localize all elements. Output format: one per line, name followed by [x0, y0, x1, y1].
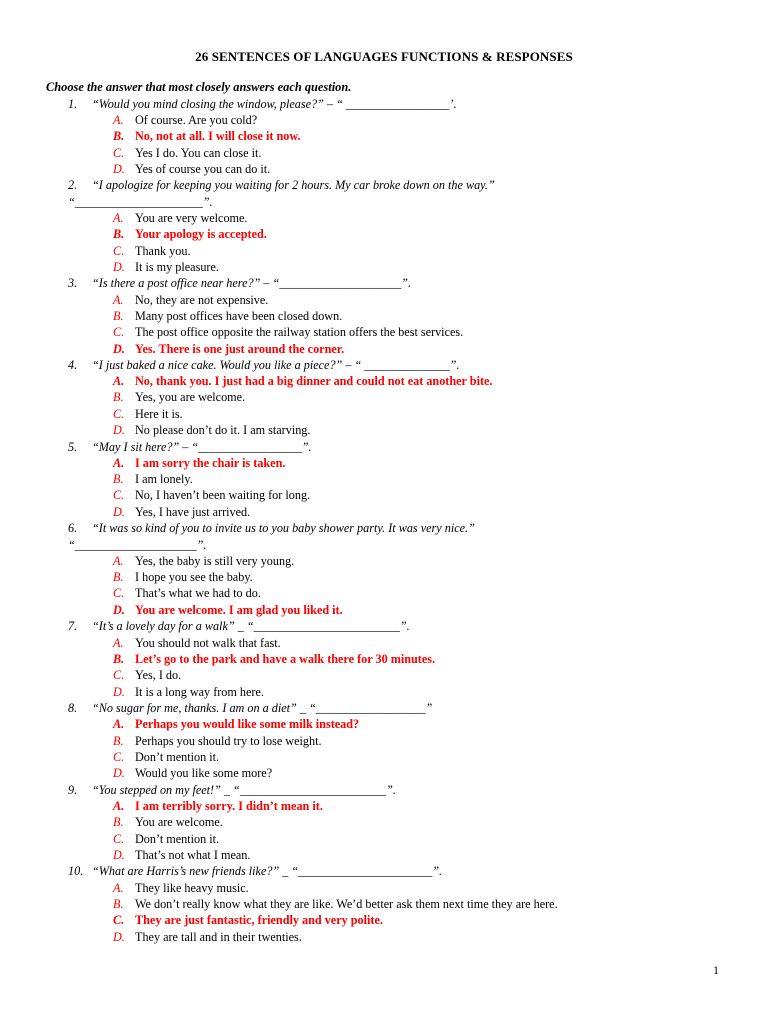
option-letter: D.: [113, 342, 125, 356]
option-10d[interactable]: [113, 929, 302, 945]
option-letter: C.: [113, 488, 125, 502]
option-letter: A.: [113, 293, 124, 307]
option-text: Perhaps you would like some milk instead?: [135, 717, 360, 731]
option-text: You should not walk that fast.: [135, 636, 281, 650]
option-7a[interactable]: [113, 635, 281, 651]
option-letter: C.: [113, 586, 125, 600]
page-number: 1: [713, 963, 719, 977]
option-text: Your apology is accepted.: [135, 227, 267, 241]
option-9b[interactable]: [113, 814, 223, 830]
option-text: Yes. There is one just around the corner.: [135, 342, 345, 356]
option-5d[interactable]: [113, 504, 250, 520]
option-7c[interactable]: [113, 667, 181, 683]
option-1b-correct[interactable]: [113, 128, 301, 144]
option-9c[interactable]: [113, 831, 219, 847]
option-6b[interactable]: [113, 569, 253, 585]
option-letter: A.: [113, 456, 125, 470]
option-text: Yes, I do.: [135, 668, 182, 682]
option-letter: A.: [113, 799, 125, 813]
question-number: 10.: [68, 864, 84, 878]
option-5a-correct[interactable]: [113, 455, 285, 471]
option-letter: A.: [113, 211, 124, 225]
instructions: Choose the answer that most closely answers each question.: [46, 80, 352, 94]
question-6-blank: “____________________”.: [68, 538, 207, 552]
option-text: It is a long way from here.: [135, 685, 264, 699]
option-letter: A.: [113, 636, 124, 650]
option-4b[interactable]: [113, 389, 245, 405]
option-text: It is my pleasure.: [135, 260, 219, 274]
question-prompt: “I just baked a nice cake. Would you like a piece?” – “ ______________”.: [92, 358, 460, 372]
option-letter: D.: [113, 685, 125, 699]
option-1a[interactable]: [113, 112, 257, 128]
question-number: 2.: [68, 178, 78, 192]
option-text: Yes of course you can do it.: [135, 162, 271, 176]
option-text: No, I haven’t been waiting for long.: [135, 488, 311, 502]
option-3b[interactable]: [113, 308, 342, 324]
option-text: That’s what we had to do.: [135, 586, 261, 600]
option-1d[interactable]: [113, 161, 270, 177]
option-4d[interactable]: [113, 422, 310, 438]
option-8b[interactable]: [113, 733, 322, 749]
option-letter: A.: [113, 374, 125, 388]
option-letter: A.: [113, 717, 125, 731]
option-letter: A.: [113, 554, 124, 568]
option-3d-correct[interactable]: [113, 341, 344, 357]
option-text: No, they are not expensive.: [135, 293, 269, 307]
option-7b-correct[interactable]: [113, 651, 435, 667]
option-text: They are tall and in their twenties.: [135, 930, 302, 944]
option-text: You are very welcome.: [135, 211, 248, 225]
question-number: 6.: [68, 521, 78, 535]
option-2d[interactable]: [113, 259, 219, 275]
question-prompt: “It was so kind of you to invite us to you baby shower party. It was very nice.”: [92, 521, 475, 535]
option-text: I am sorry the chair is taken.: [135, 456, 286, 470]
option-letter: B.: [113, 815, 124, 829]
option-8d[interactable]: [113, 765, 272, 781]
option-letter: C.: [113, 407, 125, 421]
question-4: [68, 357, 748, 373]
option-text: I am lonely.: [135, 472, 193, 486]
question-10: [68, 863, 748, 879]
question-number: 7.: [68, 619, 78, 633]
option-letter: C.: [113, 244, 125, 258]
option-text: Yes, I have just arrived.: [135, 505, 251, 519]
question-prompt: “You stepped on my feet!” _ “________________________”.: [92, 783, 396, 797]
option-letter: C.: [113, 668, 125, 682]
option-1c[interactable]: [113, 145, 261, 161]
option-3a[interactable]: [113, 292, 268, 308]
option-10a[interactable]: [113, 880, 249, 896]
option-letter: D.: [113, 930, 125, 944]
question-prompt: “May I sit here?” – “_________________”.: [92, 440, 312, 454]
option-text: Here it is.: [135, 407, 183, 421]
option-9d[interactable]: [113, 847, 250, 863]
question-prompt: “What are Harris’s new friends like?” _ “______________________”.: [92, 864, 443, 878]
option-letter: B.: [113, 897, 124, 911]
question-number: 5.: [68, 440, 78, 454]
option-text: No, thank you. I just had a big dinner and could not eat another bite.: [135, 374, 493, 388]
option-letter: D.: [113, 423, 125, 437]
option-text: Yes I do. You can close it.: [135, 146, 262, 160]
option-letter: C.: [113, 913, 125, 927]
page-title: 26 SENTENCES OF LANGUAGES FUNCTIONS & RESPONSES: [195, 49, 573, 64]
option-10c-correct[interactable]: [113, 912, 383, 928]
option-letter: B.: [113, 570, 124, 584]
question-6: [68, 520, 748, 536]
option-letter: A.: [113, 113, 124, 127]
option-letter: B.: [113, 734, 124, 748]
option-4a-correct[interactable]: [113, 373, 492, 389]
option-7d[interactable]: [113, 684, 264, 700]
option-5b[interactable]: [113, 471, 193, 487]
question-3: [68, 275, 748, 291]
question-8: [68, 700, 748, 716]
option-text: Of course. Are you cold?: [135, 113, 258, 127]
option-6a[interactable]: [113, 553, 294, 569]
option-9a-correct[interactable]: [113, 798, 323, 814]
option-text: You are welcome.: [135, 815, 223, 829]
option-letter: D.: [113, 766, 125, 780]
option-3c[interactable]: [113, 324, 463, 340]
option-5c[interactable]: [113, 487, 310, 503]
option-text: No please don’t do it. I am starving.: [135, 423, 311, 437]
option-text: Yes, you are welcome.: [135, 390, 246, 404]
question-number: 3.: [68, 276, 78, 290]
option-text: I hope you see the baby.: [135, 570, 253, 584]
option-letter: C.: [113, 325, 125, 339]
option-text: They like heavy music.: [135, 881, 249, 895]
option-letter: B.: [113, 309, 124, 323]
option-text: Let’s go to the park and have a walk there for 30 minutes.: [135, 652, 436, 666]
option-text: I am terribly sorry. I didn’t mean it.: [135, 799, 323, 813]
question-prompt: “No sugar for me, thanks. I am on a diet” _ “__________________”: [92, 701, 433, 715]
option-letter: B.: [113, 472, 124, 486]
question-number: 8.: [68, 701, 78, 715]
question-prompt: “I apologize for keeping you waiting for 2 hours. My car broke down on the way.”: [92, 178, 495, 192]
option-text: No, not at all. I will close it now.: [135, 129, 301, 143]
option-2b-correct[interactable]: [113, 226, 267, 242]
option-8a-correct[interactable]: [113, 716, 359, 732]
question-2: [68, 177, 748, 193]
option-letter: C.: [113, 146, 125, 160]
question-7: [68, 618, 748, 634]
option-text: You are welcome. I am glad you liked it.: [135, 603, 343, 617]
option-text: The post office opposite the railway station offers the best services.: [135, 325, 464, 339]
question-1: [68, 96, 748, 112]
option-letter: D.: [113, 162, 125, 176]
option-2c[interactable]: [113, 243, 191, 259]
option-text: Many post offices have been closed down.: [135, 309, 343, 323]
option-text: We don’t really know what they are like. We’d better ask them next time they are here.: [135, 897, 558, 911]
option-letter: A.: [113, 881, 124, 895]
option-text: Thank you.: [135, 244, 191, 258]
option-text: Don’t mention it.: [135, 750, 220, 764]
option-letter: B.: [113, 129, 125, 143]
option-letter: D.: [113, 505, 125, 519]
option-text: Yes, the baby is still very young.: [135, 554, 295, 568]
option-letter: B.: [113, 227, 125, 241]
option-letter: D.: [113, 603, 125, 617]
option-letter: C.: [113, 750, 125, 764]
question-2-blank: “_____________________”.: [68, 195, 213, 209]
option-letter: B.: [113, 652, 125, 666]
question-number: 9.: [68, 783, 78, 797]
option-6d-correct[interactable]: [113, 602, 343, 618]
question-prompt: “It’s a lovely day for a walk” _ “________________________”.: [92, 619, 410, 633]
option-letter: C.: [113, 832, 125, 846]
option-6c[interactable]: [113, 585, 261, 601]
option-text: Would you like some more?: [135, 766, 273, 780]
option-letter: D.: [113, 848, 125, 862]
question-prompt: “Would you mind closing the window, please?” – “ _________________’.: [92, 97, 457, 111]
option-text: Don’t mention it.: [135, 832, 220, 846]
question-prompt: “Is there a post office near here?” – “____________________”.: [92, 276, 412, 290]
question-5: [68, 439, 748, 455]
question-number: 4.: [68, 358, 78, 372]
option-letter: D.: [113, 260, 125, 274]
option-8c[interactable]: [113, 749, 219, 765]
question-9: [68, 782, 748, 798]
option-text: They are just fantastic, friendly and very polite.: [135, 913, 383, 927]
option-letter: B.: [113, 390, 124, 404]
option-4c[interactable]: [113, 406, 183, 422]
question-number: 1.: [68, 97, 78, 111]
option-10b[interactable]: [113, 896, 558, 912]
option-2a[interactable]: [113, 210, 247, 226]
option-text: Perhaps you should try to lose weight.: [135, 734, 322, 748]
option-text: That’s not what I mean.: [135, 848, 251, 862]
